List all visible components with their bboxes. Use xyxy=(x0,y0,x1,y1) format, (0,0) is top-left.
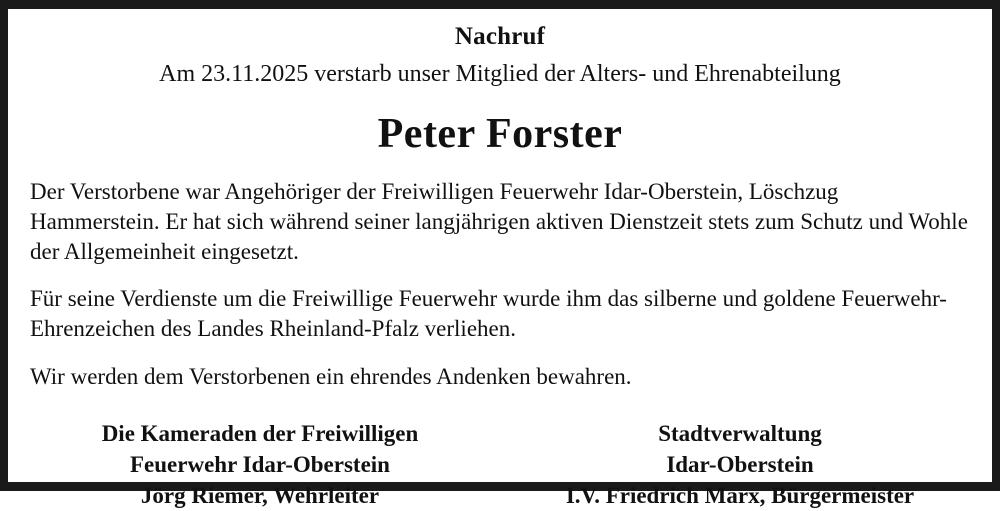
deceased-name: Peter Forster xyxy=(377,110,623,157)
notice-content xyxy=(8,9,992,509)
notice-paragraph-2: Für seine Verdienste um die Freiwillige Feuerwehr wurde ihm das silberne und goldene Feuerwehr-Ehrenzeichen des Landes Rheinland-Pfalz verliehen. xyxy=(30,286,947,342)
notice-subheading: Am 23.11.2025 verstarb unser Mitglied der Alters- und Ehrenabteilung xyxy=(159,60,841,87)
signature-right-line-3: I.V. Friedrich Marx, Bürgermeister xyxy=(565,483,915,509)
signature-left xyxy=(30,418,500,511)
signature-left-line-2: Feuerwehr Idar-Oberstein xyxy=(130,452,390,478)
signature-right-line-2: Idar-Oberstein xyxy=(666,452,814,478)
signature-right-line-1: Stadtverwaltung xyxy=(658,421,822,447)
signature-left-line-3: Jörg Riemer, Wehrleiter xyxy=(140,483,380,509)
notice-paragraph-3: Wir werden dem Verstorbenen ein ehrendes Andenken bewahren. xyxy=(30,364,632,390)
signature-right xyxy=(500,418,970,511)
notice-paragraph-1: Der Verstorbene war Angehöriger der Freiwilligen Feuerwehr Idar-Oberstein, Löschzug Hammerstein. Er hat sich während seiner langjährigen aktiven Dienstzeit stets zum Schutz und Wohle der Allgemeinheit eingesetzt. xyxy=(30,178,968,264)
signature-block xyxy=(30,418,970,511)
signature-left-line-1: Die Kameraden der Freiwilligen xyxy=(101,421,419,447)
notice-heading: Nachruf xyxy=(454,23,546,50)
